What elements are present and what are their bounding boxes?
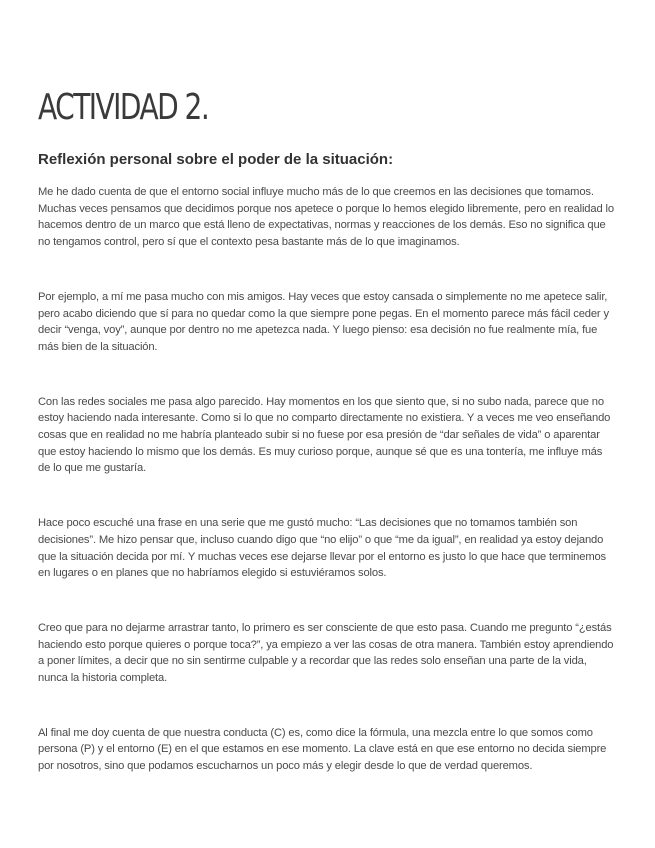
paragraph-2: Por ejemplo, a mí me pasa mucho con mis amigos. Hay veces que estoy cansada o simplemente no me apetece salir, pero acabo diciendo que sí para no quedar como la que siempre pone pegas. En el momento parece más fácil ceder y decir “venga, voy”, aunque por dentro no me apetezca nada. Y luego pienso: esa decisión no fue realmente mía, fue más bien de la situación.	[38, 290, 609, 353]
page-title: ACTIVIDAD 2.	[38, 87, 209, 128]
document-page	[38, 86, 616, 775]
section-subtitle: Reflexión personal sobre el poder de la situación:	[38, 151, 394, 168]
paragraph-3: Con las redes sociales me pasa algo parecido. Hay momentos en los que siento que, si no subo nada, parece que no estoy haciendo nada interesante. Como si lo que no comparto directamente no existiera. Y a veces me veo enseñando cosas que en realidad no me habría planteado subir si no fuese por esa presión de “dar señales de vida” o aparentar que estoy haciendo lo mismo que los demás. Es muy curioso porque, aunque sé que es una tontería, me influye más de lo que me gustaría.	[38, 395, 611, 475]
paragraph-5: Creo que para no dejarme arrastrar tanto, lo primero es ser consciente de que esto pasa. Cuando me pregunto “¿estás haciendo esto porque quieres o porque toca?”, ya empiezo a ver las cosas de otra manera. También estoy aprendiendo a poner límites, a decir que no sin sentirme culpable y a recordar que las redes solo enseñan una parte de la vida, nunca la historia completa.	[38, 621, 614, 685]
paragraph-6: Al final me doy cuenta de que nuestra conducta (C) es, como dice la fórmula, una mezcla entre lo que somos como persona (P) y el entorno (E) en el que estamos en ese momento. La clave está en que ese entorno no decida siempre por nosotros, sino que podamos escucharnos un poco más y elegir desde lo que de verdad queremos.	[38, 726, 607, 773]
paragraph-4: Hace poco escuché una frase en una serie que me gustó mucho: “Las decisiones que no tomamos también son decisiones”. Me hizo pensar que, incluso cuando digo que “no elijo” o que “me da igual”, en realidad ya estoy dejando que la situación decida por mí. Y muchas veces ese dejarse llevar por el entorno es justo lo que hace que terminemos en lugares o en planes que no habríamos elegido si estuviéramos solos.	[38, 517, 606, 580]
paragraph-1: Me he dado cuenta de que el entorno social influye mucho más de lo que creemos en las decisiones que tomamos. Muchas veces pensamos que decidimos porque nos apetece o porque lo hemos elegido libremente, pero en realidad lo hacemos dentro de un marco que está lleno de expectativas, normas y reacciones de los demás. Eso no significa que no tengamos control, pero sí que el contexto pesa bastante más de lo que imaginamos.	[38, 186, 614, 249]
